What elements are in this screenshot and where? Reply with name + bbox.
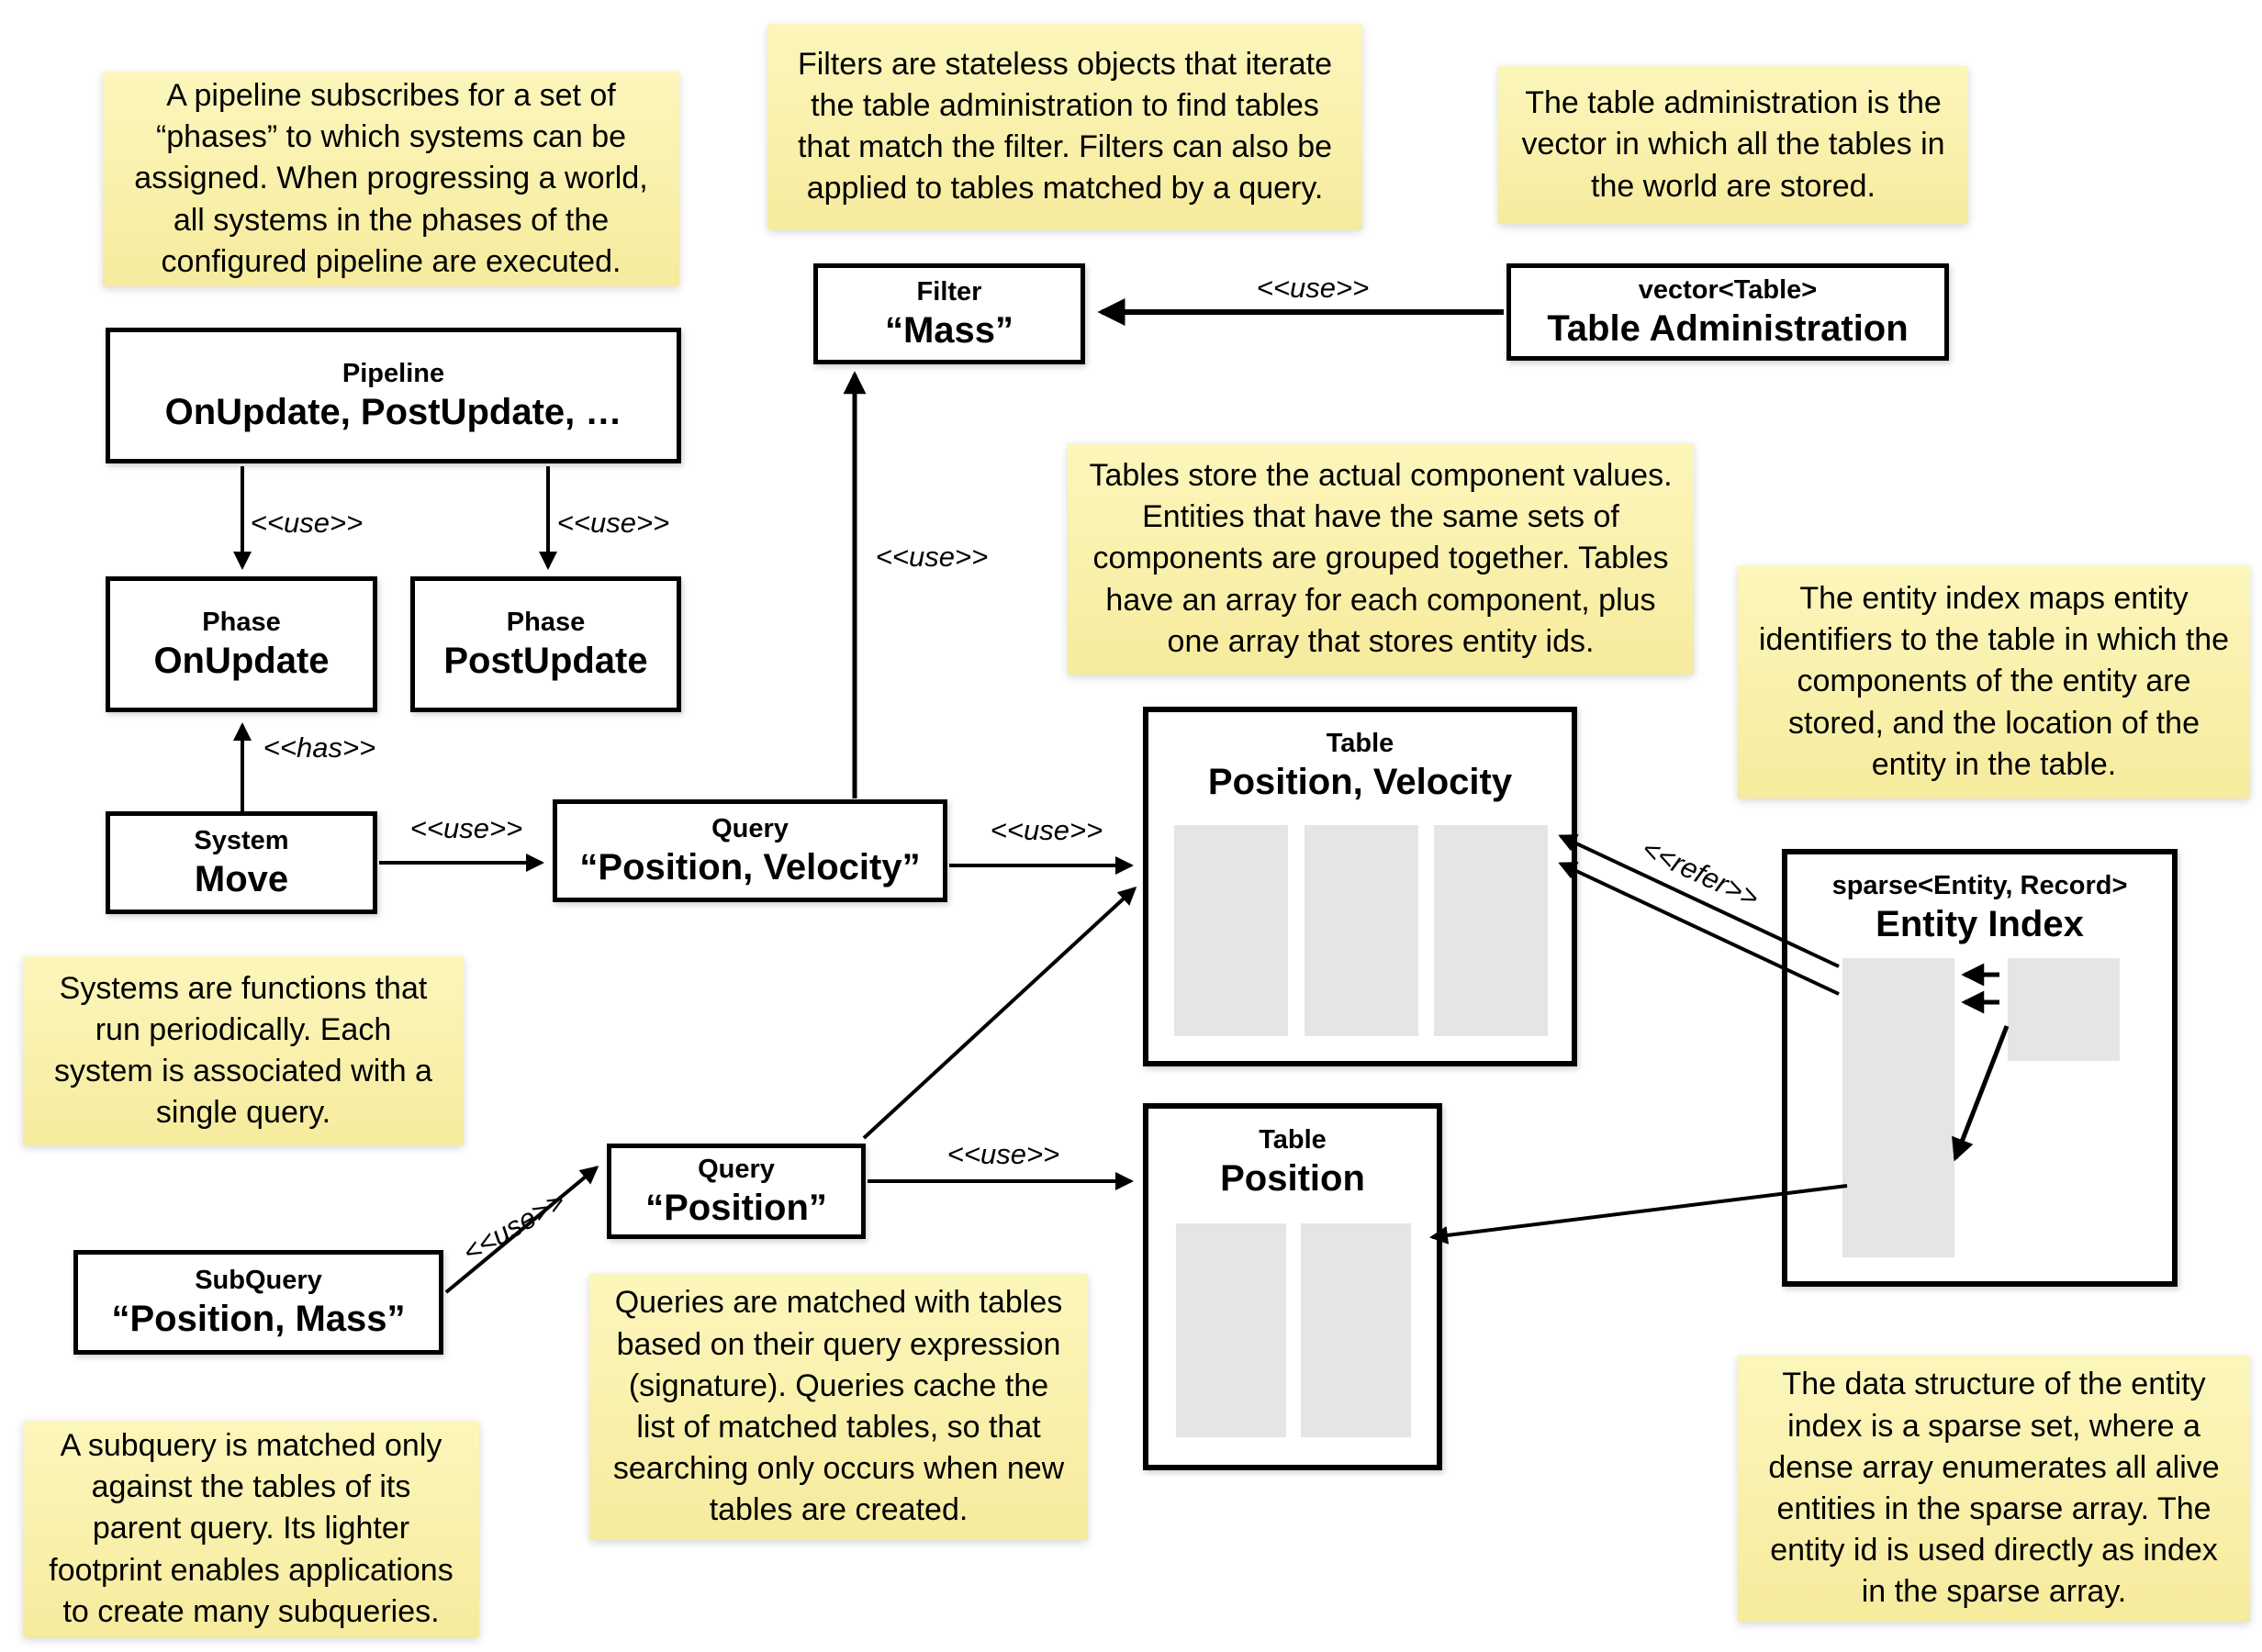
phase-onupdate-box [106,576,377,712]
dense-array [2008,958,2120,1061]
edge-querypos-tablepv [864,888,1135,1138]
query-position-velocity-box [553,799,947,902]
filter-mass-name: “Mass” [884,310,1014,352]
subquery-position-mass-stereotype: SubQuery [195,1265,322,1295]
phase-postupdate-box [410,576,681,712]
system-move-stereotype: System [194,825,289,855]
system-move-box [106,811,377,914]
component-array [1305,825,1418,1036]
component-array [1176,1223,1286,1437]
table-position-velocity-stereotype: Table [1326,729,1394,758]
use-label-system-query: <<use>> [409,812,523,844]
note-entity-index [1738,565,2250,798]
entity-index-stereotype: sparse<Entity, Record> [1831,871,2128,900]
note-sparse-set-text: The data structure of the entity index is a sparse set, where a dense array enumerates all alive entities in the sparse array. The entity id is used directly as index in the sparse array. [1768,1367,2220,1610]
query-position-box [607,1144,866,1239]
use-label-query-tablepv: <<use>> [990,814,1103,846]
use-label-pipeline-onupdate: <<use>> [250,507,364,539]
use-label-pipeline-postupdate: <<use>> [556,507,670,539]
note-pipeline-text: A pipeline subscribes for a set of “phases” to which systems can be assigned. When progressing a world, all systems in the phases of the configured pipeline are executed. [134,77,648,279]
note-pipeline [103,72,679,286]
note-tables [1068,443,1694,675]
note-table-administration-text: The table administration is the vector in which all the tables in the world are stored. [1521,85,1945,204]
table-position-box [1143,1103,1442,1470]
filter-mass-box [813,263,1085,364]
table-administration-name: Table Administration [1547,308,1909,350]
use-label-query-filter: <<use>> [875,541,989,573]
phase-onupdate-name: OnUpdate [153,641,330,682]
table-position-velocity-name: Position, Velocity [1207,762,1513,803]
note-tables-text: Tables store the actual component values. Entities that have the same sets of components are grouped together. Tables have an array for each component, plus one array that stores entity ids. [1089,457,1673,659]
phase-postupdate-stereotype: Phase [506,607,586,637]
note-filters [767,24,1362,229]
note-filters-text: Filters are stateless objects that iterate the table administration to find tables that match the filter. Filters can also be applied to tables matched by a query. [797,46,1333,206]
component-array [1174,825,1288,1036]
pipeline-name: OnUpdate, PostUpdate, … [164,392,622,433]
table-administration-box [1506,263,1949,361]
query-position-velocity-stereotype: Query [711,813,789,843]
component-arrays [1176,1223,1411,1437]
pipeline-box [106,328,681,463]
table-position-stereotype: Table [1259,1125,1327,1155]
refer-label-entityindex-table: <<refer>> [1637,832,1764,915]
note-queries [589,1274,1088,1540]
has-label-system-phase: <<has>> [263,731,376,764]
note-table-administration [1498,66,1968,224]
note-systems [23,956,464,1145]
use-label-tableadmin-filter: <<use>> [1256,272,1370,304]
query-position-velocity-name: “Position, Velocity” [579,847,921,888]
use-label-subquery-query: <<use>> [456,1184,571,1269]
note-entity-index-text: The entity index maps entity identifiers to the table in which the components of the entity are stored, and the location of the entity in the table. [1758,580,2230,782]
sparse-array [1842,958,1954,1257]
note-systems-text: Systems are functions that run periodically. Each system is associated with a single query. [54,970,432,1131]
table-administration-stereotype: vector<Table> [1638,274,1818,305]
query-position-name: “Position” [645,1188,827,1229]
component-array [1434,825,1548,1036]
component-arrays [1174,825,1548,1036]
subquery-position-mass-box [73,1250,443,1355]
note-queries-text: Queries are matched with tables based on their query expression (signature). Queries cache the list of matched tables, so that searching only occurs when new tables are created. [612,1285,1065,1528]
component-array [1301,1223,1411,1437]
query-position-stereotype: Query [698,1154,775,1184]
subquery-position-mass-name: “Position, Mass” [111,1299,406,1340]
note-subquery-text: A subquery is matched only against the tables of its parent query. Its lighter footprint enables applications to create many subqueries. [49,1427,454,1629]
note-subquery [23,1421,479,1637]
phase-onupdate-stereotype: Phase [202,607,281,637]
phase-postupdate-name: PostUpdate [443,641,648,682]
pipeline-stereotype: Pipeline [342,358,445,388]
use-label-query-tablepos: <<use>> [946,1138,1060,1170]
filter-mass-stereotype: Filter [916,276,982,307]
system-move-name: Move [194,859,289,900]
note-sparse-set [1738,1356,2250,1622]
entity-index-box [1782,849,2178,1287]
table-position-name: Position [1220,1158,1365,1200]
table-position-velocity-box [1143,707,1577,1066]
entity-index-name: Entity Index [1876,904,2084,945]
